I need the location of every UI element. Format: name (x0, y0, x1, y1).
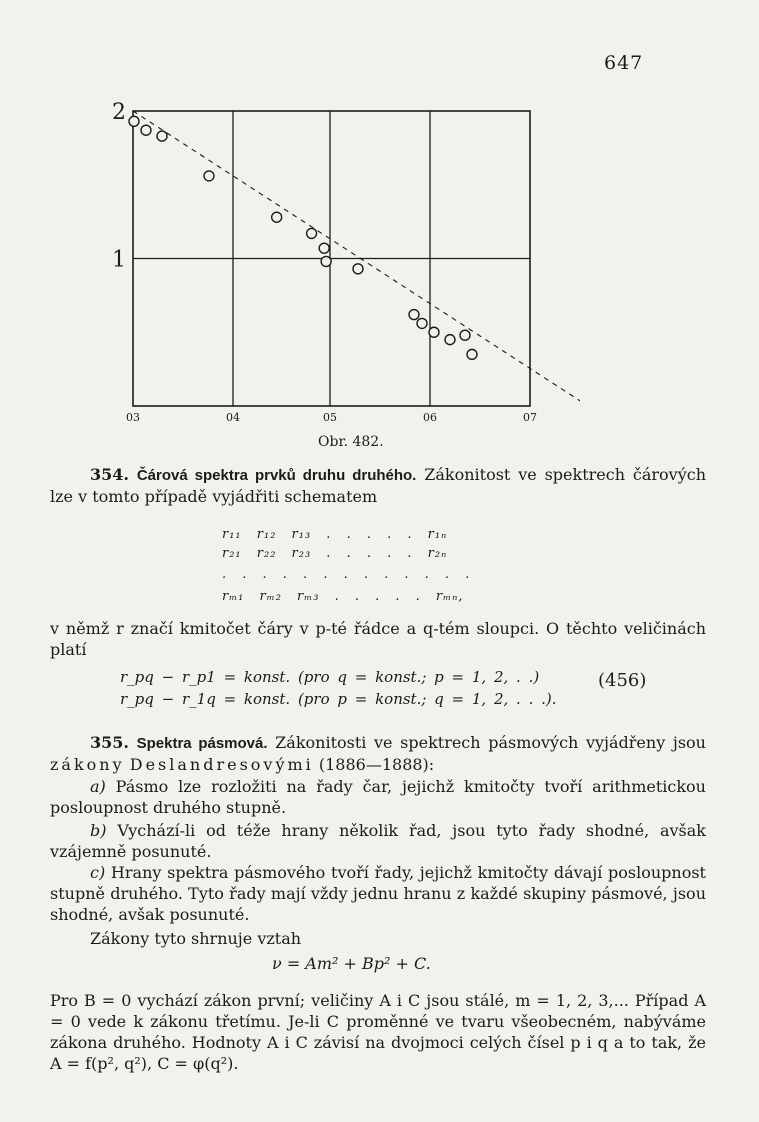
x-tick-label: 07 (523, 411, 537, 424)
section-355-number: 355. (90, 733, 129, 752)
data-point (353, 264, 363, 274)
data-point (321, 256, 331, 266)
section-354-after: v němž r značí kmitočet čáry v p-té řádce a q-tém sloupci. O těchto veličinách platí (50, 619, 706, 659)
band-formula: ν = Am² + Bp² + C. (272, 954, 431, 973)
section-354-text: Zákonitost ve spektrech čárových lze v tomto případě vyjádřiti schematem (50, 465, 707, 506)
laws-word: zákony (50, 755, 125, 774)
data-point (460, 330, 470, 340)
item-a (50, 776, 706, 818)
x-tick-label: 06 (423, 411, 437, 424)
section-354-intro (50, 464, 706, 507)
matrix-row-2: r₂₁ r₂₂ r₂₃ . . . . . r₂ₙ (222, 546, 448, 561)
item-b (50, 820, 706, 862)
figure-caption: Obr. 482. (318, 434, 384, 450)
item-b-text: Vychází-li od téže hrany několik řad, jsou tyto řady shodné, avšak vzájemně posunuté. (50, 821, 707, 861)
scatter-chart (100, 95, 580, 430)
data-point (157, 131, 167, 141)
equation-1: r_pq − r_p1 = konst. (pro q = konst.; p = 1, 2, . .) (120, 668, 540, 686)
y-tick-label: 2 (112, 100, 126, 125)
x-tick-label: 03 (126, 411, 140, 424)
data-point (272, 212, 282, 222)
y-tick-label: 1 (112, 247, 126, 273)
matrix-row-m: rₘ₁ rₘ₂ rₘ₃ . . . . . rₘₙ, (222, 589, 464, 604)
closing-paragraph: Pro B = 0 vychází zákon první; veličiny A i C jsou stálé, m = 1, 2, 3,... Případ A = 0 vede k zákonu třetímu. Je-li C proměnné ve tvaru všeobecném, nabýváme zákona druhého. Hodnoty A i C závisí na dvojmoci celých čísel p i q a to tak, že A = f(p², q²), C = φ(q²). (50, 991, 706, 1073)
x-tick-label: 05 (323, 411, 337, 424)
data-point (129, 116, 139, 126)
section-355-title: Spektra pásmová. (136, 735, 268, 752)
item-c-label: c) (90, 863, 106, 882)
data-point (409, 310, 419, 320)
chart-grid (133, 111, 530, 406)
item-c-text: Hrany spektra pásmového tvoří řady, jejichž kmitočty dávají posloupnost stupně druhého. Tyto řady mají vždy jednu hranu z každé skupiny pásmové, jsou shodné, avšak posunuté. (50, 863, 706, 924)
item-a-text: Pásmo lze rozložiti na řady čar, jejichž kmitočty tvoří arithmetickou posloupnost druhého stupně. (50, 777, 706, 817)
data-point (467, 349, 477, 359)
data-point (307, 228, 317, 238)
years: (1886—1888): (318, 755, 435, 774)
summary-line: Zákony tyto shrnuje vztah (90, 929, 302, 948)
data-point (319, 243, 329, 253)
section-354-title: Čárová spektra prvků druhu druhého. (136, 467, 417, 484)
item-b-label: b) (90, 821, 107, 840)
equation-2: r_pq − r_1q = konst. (pro p = konst.; q = 1, 2, . . .). (120, 690, 557, 708)
page-number: 647 (604, 52, 644, 74)
x-tick-label: 04 (226, 411, 240, 424)
data-point (445, 335, 455, 345)
data-points (129, 116, 477, 359)
item-c (50, 862, 706, 925)
data-point (204, 171, 214, 181)
equation-number: (456) (598, 670, 647, 691)
section-354-number: 354. (90, 465, 129, 484)
data-point (429, 327, 439, 337)
matrix-row-1: r₁₁ r₁₂ r₁₃ . . . . . r₁ₙ (222, 527, 448, 542)
data-point (141, 125, 151, 135)
section-355-text: Zákonitosti ve spektrech pásmových vyjádřeny jsou (275, 733, 706, 752)
item-a-label: a) (90, 777, 106, 796)
author-name: Deslandresovými (129, 755, 314, 774)
data-point (417, 318, 427, 328)
section-355-intro (50, 732, 706, 775)
matrix-row-dots: . . . . . . . . . . . . . (222, 567, 471, 582)
